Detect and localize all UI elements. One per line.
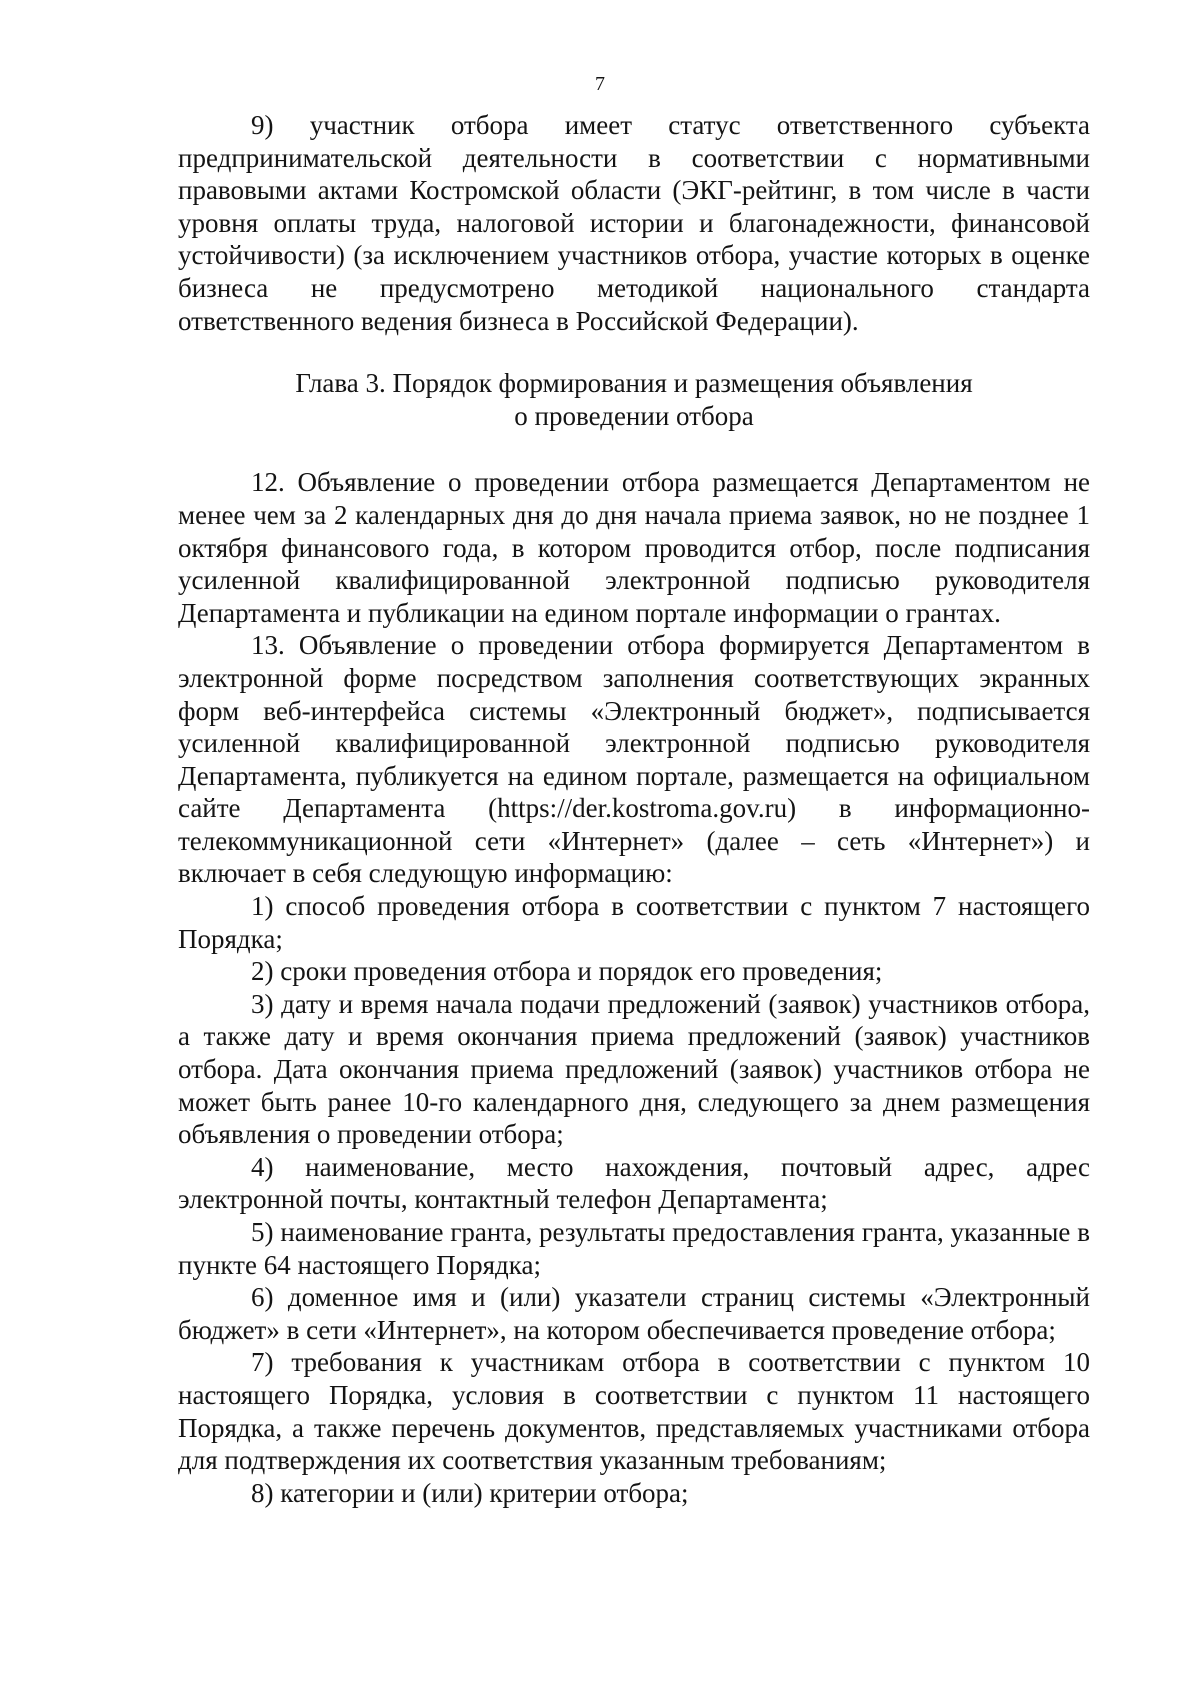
chapter-heading — [178, 367, 1090, 432]
list-item-4: 4) наименование, место нахождения, почтовый адрес, адрес электронной почты, контактный телефон Департамента; — [178, 1151, 1090, 1215]
list-item-3: 3) дату и время начала подачи предложений (заявок) участников отбора, а также дату и время окончания приема предложений (заявок) участников отбора. Дата окончания приема предложений (заявок) участников отбора не может быть ранее 10-го календарного дня, следующего за днем размещения объявления о проведении отбора; — [178, 988, 1090, 1150]
paragraph-13: 13. Объявление о проведении отбора формируется Департаментом в электронной форме посредством заполнения соответствующих экранных форм веб-интерфейса системы «Электронный бюджет», подписывается усиленной квалифицированной электронной подписью руководителя Департамента, публикуется на едином портале, размещается на официальном сайте Департамента (https://der.kostroma.gov.ru) в информационно-телекоммуникационной сети «Интернет» (далее – сеть «Интернет») и включает в себя следующую информацию: — [178, 630, 1090, 889]
paragraph-12: 12. Объявление о проведении отбора размещается Департаментом не менее чем за 2 календарных дня до дня начала приема заявок, но не позднее 1 октября финансового года, в котором проводится отбор, после подписания усиленной квалифицированной электронной подписью руководителя Департамента и публикации на едином портале информации о грантах. — [178, 467, 1090, 628]
list-item-5: 5) наименование гранта, результаты предоставления гранта, указанные в пункте 64 настоящего Порядка; — [178, 1217, 1090, 1280]
page-number: 7 — [595, 73, 605, 95]
list-item-6: 6) доменное имя и (или) указатели страниц системы «Электронный бюджет» в сети «Интернет», на котором обеспечивается проведение отбора; — [178, 1282, 1090, 1345]
list-item-7: 7) требования к участникам отбора в соответствии с пунктом 10 настоящего Порядка, условия в соответствии с пунктом 11 настоящего Порядка, а также перечень документов, представляемых участниками отбора для подтверждения их соответствия указанным требованиям; — [178, 1347, 1090, 1476]
chapter-heading-line-2: о проведении отбора — [514, 400, 754, 431]
list-item-8: 8) категории и (или) критерии отбора; — [251, 1477, 689, 1508]
chapter-heading-line-1: Глава 3. Порядок формирования и размещения объявления — [295, 368, 973, 399]
list-item-1: 1) способ проведения отбора в соответствии с пунктом 7 настоящего Порядка; — [178, 891, 1090, 954]
document-body — [178, 109, 1090, 1509]
paragraph-item-9: 9) участник отбора имеет статус ответственного субъекта предпринимательской деятельности в соответствии с нормативными правовыми актами Костромской области (ЭКГ-рейтинг, в том числе в части уровня оплаты труда, налоговой истории и благонадежности, финансовой устойчивости) (за исключением участников отбора, участие которых в оценке бизнеса не предусмотрено методикой национального стандарта ответственного ведения бизнеса в Российской Федерации). — [178, 110, 1090, 336]
list-item-2: 2) сроки проведения отбора и порядок его проведения; — [251, 956, 883, 987]
